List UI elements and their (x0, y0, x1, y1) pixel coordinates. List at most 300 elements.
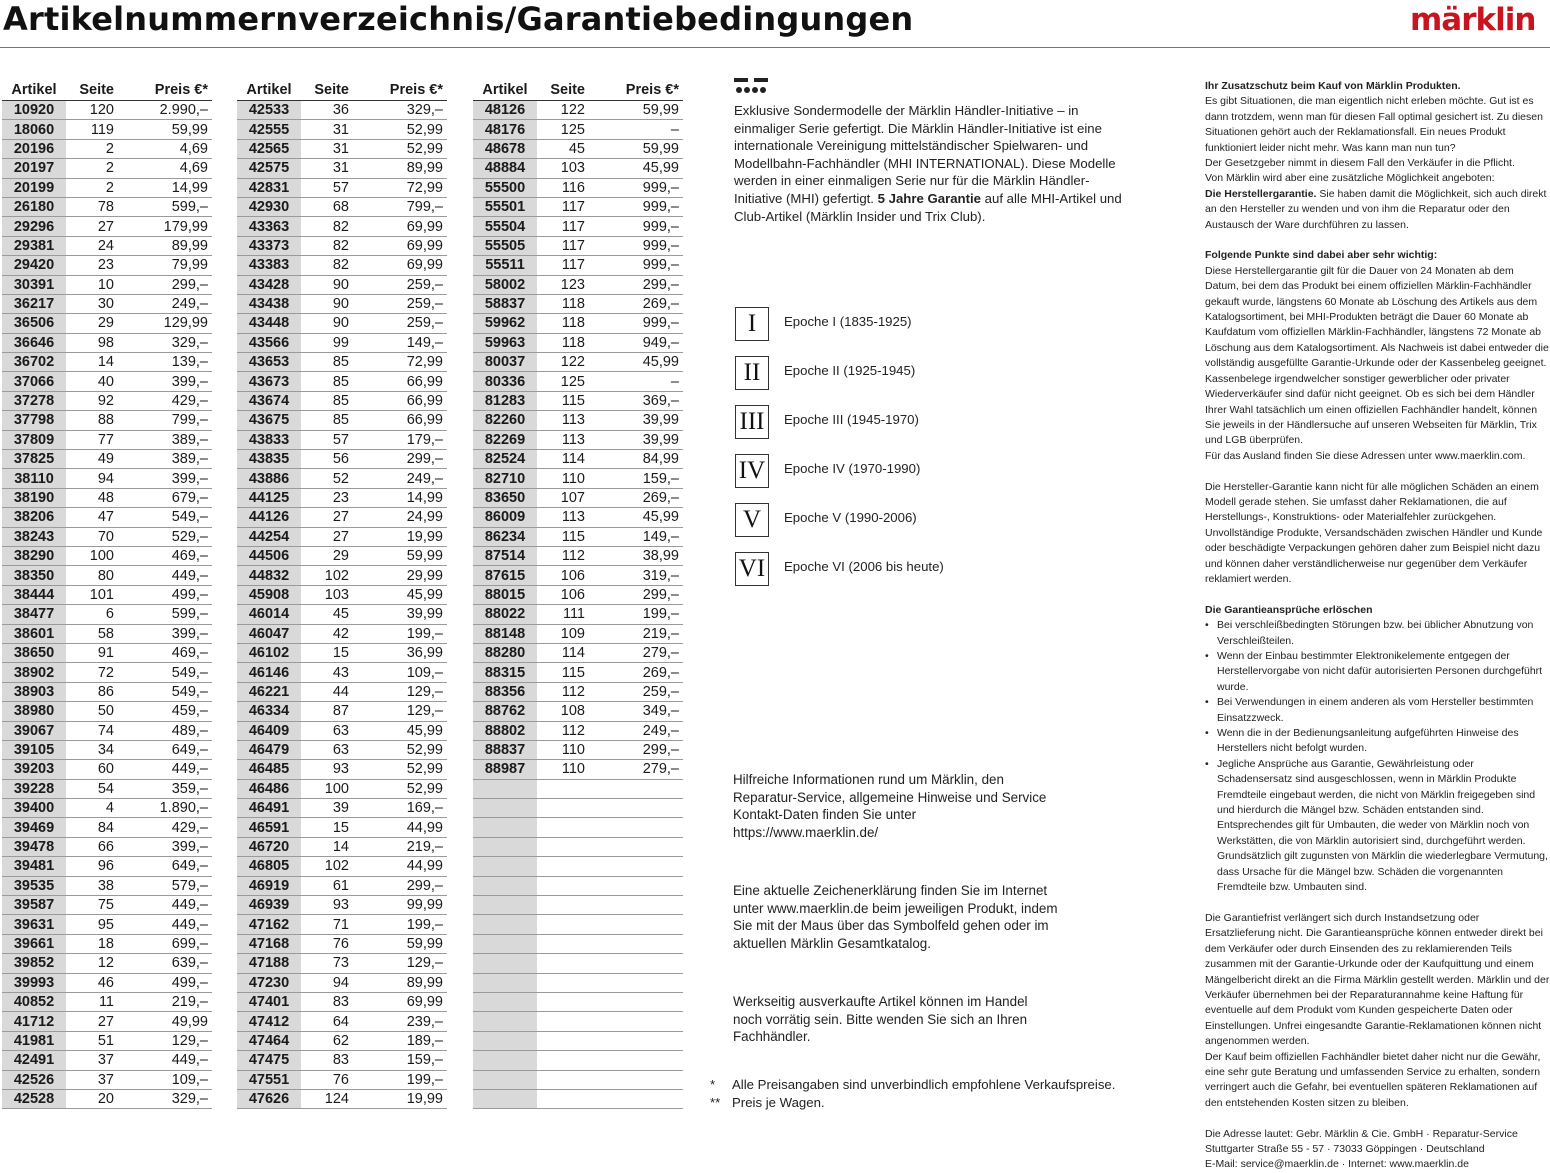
table-row (237, 624, 447, 643)
page-cell: 78 (66, 197, 124, 216)
article-number-cell: 43363 (237, 217, 301, 236)
table-row (2, 915, 212, 934)
page-cell: 116 (537, 178, 595, 197)
column-header-page: Seite (537, 80, 595, 101)
article-number-cell (473, 818, 537, 837)
price-cell: 52,99 (359, 760, 447, 779)
table-row (2, 954, 212, 973)
table-row (237, 605, 447, 624)
article-number-cell: 44254 (237, 527, 301, 546)
price-cell (595, 1031, 683, 1050)
table-row (2, 760, 212, 779)
page-cell: 30 (66, 294, 124, 313)
list-item: • Bei verschleißbedingten Störungen bzw. bei üblicher Abnutzung von Verschleißteilen. (1205, 618, 1550, 649)
page-cell: 118 (537, 294, 595, 313)
page-cell: 82 (301, 217, 359, 236)
article-number-cell: 47230 (237, 973, 301, 992)
article-number-cell: 43428 (237, 275, 301, 294)
page-cell: 51 (66, 1031, 124, 1050)
manufacturer-guarantee-title: Die Herstellergarantie. (1205, 187, 1317, 200)
page-cell: 2 (66, 159, 124, 178)
table-row (2, 896, 212, 915)
table-row (2, 799, 212, 818)
price-cell: 269,– (595, 488, 683, 507)
price-cell (595, 876, 683, 895)
article-number-cell: 37825 (2, 450, 66, 469)
price-cell: 249,– (124, 294, 212, 313)
table-row (2, 527, 212, 546)
table-row (2, 256, 212, 275)
table-row (473, 314, 683, 333)
article-number-cell: 48884 (473, 159, 537, 178)
epoch-numeral: V (735, 503, 769, 537)
page-cell: 85 (301, 391, 359, 410)
price-cell: 52,99 (359, 740, 447, 759)
article-number-cell: 87615 (473, 566, 537, 585)
article-number-cell: 47464 (237, 1031, 301, 1050)
page-cell: 82 (301, 256, 359, 275)
price-cell: 45,99 (359, 585, 447, 604)
article-number-cell (473, 1051, 537, 1070)
page-cell: 83 (301, 992, 359, 1011)
table-row (473, 721, 683, 740)
price-cell: 639,– (124, 954, 212, 973)
article-number-cell: 81283 (473, 391, 537, 410)
price-cell: 72,99 (359, 178, 447, 197)
table-row (473, 120, 683, 139)
page-cell: 66 (66, 837, 124, 856)
price-cell: 45,99 (595, 159, 683, 178)
table-row (2, 702, 212, 721)
price-cell: 219,– (359, 837, 447, 856)
price-cell: 189,– (359, 1031, 447, 1050)
page-cell: 98 (66, 333, 124, 352)
page-cell: 91 (66, 643, 124, 662)
article-number-cell: 42528 (2, 1089, 66, 1108)
article-number-cell: 80336 (473, 372, 537, 391)
table-row (2, 934, 212, 953)
table-row (473, 876, 683, 895)
article-number-cell (473, 992, 537, 1011)
price-cell: 389,– (124, 450, 212, 469)
table-row (2, 857, 212, 876)
article-number-cell: 29420 (2, 256, 66, 275)
article-number-cell: 45908 (237, 585, 301, 604)
price-cell: 159,– (359, 1051, 447, 1070)
epoch-label: Epoche VI (2006 bis heute) (784, 559, 944, 574)
price-cell: 429,– (124, 391, 212, 410)
article-number-cell: 46939 (237, 896, 301, 915)
manufacturer-guarantee (1205, 187, 1550, 233)
article-number-cell: 42526 (2, 1070, 66, 1089)
table-header-row (473, 80, 683, 101)
page-cell: 42 (301, 624, 359, 643)
price-cell: 299,– (359, 450, 447, 469)
table-row (2, 605, 212, 624)
price-cell: 59,99 (359, 546, 447, 565)
page-cell: 115 (537, 663, 595, 682)
article-number-cell: 88837 (473, 740, 537, 759)
table-row (473, 992, 683, 1011)
article-number-cell: 46409 (237, 721, 301, 740)
article-number-cell: 39469 (2, 818, 66, 837)
table-row (2, 663, 212, 682)
price-cell: 199,– (359, 1070, 447, 1089)
table-row (473, 1031, 683, 1050)
price-cell: 549,– (124, 663, 212, 682)
article-number-cell: 39587 (2, 896, 66, 915)
article-number-cell: 38902 (2, 663, 66, 682)
table-row (2, 1089, 212, 1108)
article-number-cell: 46720 (237, 837, 301, 856)
table-row (473, 837, 683, 856)
page-cell: 90 (301, 275, 359, 294)
table-row (473, 702, 683, 721)
price-cell: 199,– (595, 605, 683, 624)
page-cell: 118 (537, 314, 595, 333)
article-number-cell: 42491 (2, 1051, 66, 1070)
page-cell (537, 818, 595, 837)
column-header-article: Artikel (473, 80, 537, 101)
table-row (237, 120, 447, 139)
table-row (473, 411, 683, 430)
price-cell: 36,99 (359, 643, 447, 662)
article-number-cell: 88148 (473, 624, 537, 643)
page-cell: 24 (66, 236, 124, 255)
article-number-cell: 88022 (473, 605, 537, 624)
guarantee-intro: Es gibt Situationen, die man eigentlich nicht erleben möchte. Gut ist es dann trotzdem, wenn man für diesen Fall optimal gesichert ist. Zu diesen Situationen gehört auch der Reklamationsfall. Ein neues Produkt funktioniert leider nicht mehr. Was kann man nun tun? (1205, 95, 1543, 154)
article-number-cell: 46591 (237, 818, 301, 837)
table-row (237, 702, 447, 721)
page-cell: 39 (301, 799, 359, 818)
page-cell: 37 (66, 1070, 124, 1089)
article-number-cell: 46146 (237, 663, 301, 682)
article-number-cell: 39400 (2, 799, 66, 818)
article-number-cell: 38650 (2, 643, 66, 662)
article-number-cell (473, 915, 537, 934)
price-cell: 649,– (124, 857, 212, 876)
price-cell: 129,– (359, 954, 447, 973)
article-number-cell: 38190 (2, 488, 66, 507)
article-number-cell: 42575 (237, 159, 301, 178)
page-cell: 96 (66, 857, 124, 876)
article-number-cell: 20197 (2, 159, 66, 178)
article-number-cell: 43566 (237, 333, 301, 352)
article-number-cell: 37809 (2, 430, 66, 449)
price-cell: 179,– (359, 430, 447, 449)
table-row (237, 275, 447, 294)
table-row (473, 643, 683, 662)
price-cell: 399,– (124, 837, 212, 856)
epoch-numeral: I (735, 307, 769, 341)
article-number-cell (473, 1070, 537, 1089)
article-number-cell: 55511 (473, 256, 537, 275)
price-cell: 259,– (595, 682, 683, 701)
mhi-description (734, 102, 1134, 225)
table-row (2, 973, 212, 992)
column-header-article: Artikel (2, 80, 66, 101)
table-row (473, 236, 683, 255)
article-number-cell: 55501 (473, 197, 537, 216)
price-cell (595, 779, 683, 798)
article-number-cell: 41981 (2, 1031, 66, 1050)
price-cell: 49,99 (124, 1012, 212, 1031)
page-cell: 27 (66, 217, 124, 236)
price-cell: 69,99 (359, 236, 447, 255)
table-row (237, 546, 447, 565)
article-number-cell: 82260 (473, 411, 537, 430)
price-cell: 429,– (124, 818, 212, 837)
page-cell: 118 (537, 333, 595, 352)
price-cell: 549,– (124, 682, 212, 701)
article-number-cell: 38206 (2, 508, 66, 527)
price-cell: 449,– (124, 760, 212, 779)
article-number-cell: 82524 (473, 450, 537, 469)
article-number-cell: 48678 (473, 139, 537, 158)
page-cell: 85 (301, 411, 359, 430)
table-row (2, 740, 212, 759)
column-header-article: Artikel (237, 80, 301, 101)
article-number-cell: 58837 (473, 294, 537, 313)
table-row (237, 333, 447, 352)
page-cell: 45 (301, 605, 359, 624)
page-cell: 61 (301, 876, 359, 895)
price-cell: 149,– (595, 527, 683, 546)
article-number-cell: 46479 (237, 740, 301, 759)
price-cell: 39,99 (595, 411, 683, 430)
page-cell: 113 (537, 411, 595, 430)
table-row (237, 643, 447, 662)
guarantee-intro-3: Von Märklin wird aber eine zusätzliche Möglichkeit angeboten: (1205, 172, 1495, 185)
table-row (237, 294, 447, 313)
article-number-cell: 88762 (473, 702, 537, 721)
page-cell: 76 (301, 1070, 359, 1089)
page-cell: 82 (301, 236, 359, 255)
table-row (473, 217, 683, 236)
price-cell: 999,– (595, 314, 683, 333)
table-row (473, 1051, 683, 1070)
epoch-numeral: II (735, 356, 769, 390)
price-cell: 579,– (124, 876, 212, 895)
mhi-guarantee-highlight: 5 Jahre Garantie (877, 190, 981, 206)
table-row (2, 992, 212, 1011)
table-row (237, 896, 447, 915)
article-number-cell: 41712 (2, 1012, 66, 1031)
address-line: Die Adresse lautet: Gebr. Märklin & Cie. GmbH · Reparatur-Service (1205, 1127, 1518, 1140)
page-cell: 125 (537, 372, 595, 391)
price-cell: 159,– (595, 469, 683, 488)
page-cell: 108 (537, 702, 595, 721)
table-row (2, 275, 212, 294)
article-number-cell: 47475 (237, 1051, 301, 1070)
article-number-cell: 43886 (237, 469, 301, 488)
price-cell: 389,– (124, 430, 212, 449)
article-number-cell: 38243 (2, 527, 66, 546)
price-cell: 489,– (124, 721, 212, 740)
footnote-mark: ** (710, 1095, 721, 1110)
page-cell: 117 (537, 256, 595, 275)
article-number-cell: 46221 (237, 682, 301, 701)
page-cell: 106 (537, 566, 595, 585)
table-row (237, 139, 447, 158)
page-cell: 2 (66, 139, 124, 158)
article-number-cell: 88280 (473, 643, 537, 662)
table-row (2, 217, 212, 236)
table-header-row (2, 80, 212, 101)
price-cell: 449,– (124, 915, 212, 934)
price-cell: 52,99 (359, 120, 447, 139)
table-row (473, 430, 683, 449)
table-row (2, 101, 212, 120)
price-cell: 299,– (124, 275, 212, 294)
price-cell (595, 992, 683, 1011)
page-cell: 44 (301, 682, 359, 701)
article-number-cell: 39852 (2, 954, 66, 973)
table-row (2, 159, 212, 178)
article-number-cell: 42533 (237, 101, 301, 120)
price-cell: 89,99 (124, 236, 212, 255)
column-header-price: Preis €* (124, 80, 212, 101)
page-cell: 27 (301, 527, 359, 546)
price-cell: 44,99 (359, 818, 447, 837)
extension-text: Die Garantiefrist verlängert sich durch Instandsetzung oder Ersatzlieferung nicht. Die Garantieansprüche können entweder direkt bei dem Verkäufer oder durch Einsenden des zu reklamierenden Teils zusammen mit der Garantie-Urkunde oder der Kaufquittung und einem Mängelbericht direkt an die Firma Märklin gestellt werden. Märklin und der Verkäufer übernehmen bei der Reparaturannahme keine Haftung für eventuelle auf dem Produkt vom Kunden gespeicherte Daten oder Einstellungen. Unfrei eingesandte Garantie-Reklamationen können nicht angenommen werden. (1205, 911, 1550, 1048)
page-cell: 113 (537, 508, 595, 527)
page-cell: 31 (301, 120, 359, 139)
article-number-cell: 38980 (2, 702, 66, 721)
article-number-cell: 39478 (2, 837, 66, 856)
table-row (2, 333, 212, 352)
article-number-cell: 43448 (237, 314, 301, 333)
table-row (2, 197, 212, 216)
contact-line: E-Mail: service@maerklin.de · Internet: www.maerklin.de (1205, 1158, 1469, 1171)
price-cell: 199,– (359, 915, 447, 934)
page-cell: 103 (537, 159, 595, 178)
table-row (237, 159, 447, 178)
price-cell: 259,– (359, 314, 447, 333)
page-cell (537, 973, 595, 992)
article-number-cell: 46102 (237, 643, 301, 662)
table-row (2, 1031, 212, 1050)
page-cell: 57 (301, 430, 359, 449)
article-number-cell: 46334 (237, 702, 301, 721)
table-row (473, 896, 683, 915)
price-cell: 649,– (124, 740, 212, 759)
article-number-cell: 46014 (237, 605, 301, 624)
table-row (473, 663, 683, 682)
table-row (237, 915, 447, 934)
article-number-cell: 39535 (2, 876, 66, 895)
article-number-cell (473, 779, 537, 798)
page-cell: 80 (66, 566, 124, 585)
epoch-label: Epoche I (1835-1925) (784, 314, 912, 329)
article-table-3 (473, 80, 683, 1109)
page-cell (537, 896, 595, 915)
page-cell: 14 (66, 353, 124, 372)
price-cell: 299,– (359, 876, 447, 895)
table-row (473, 585, 683, 604)
price-cell: 79,99 (124, 256, 212, 275)
article-number-cell: 88015 (473, 585, 537, 604)
table-row (2, 372, 212, 391)
help-info-text: Hilfreiche Informationen rund um Märklin, den Reparatur-Service, allgemeine Hinweise und Service Kontakt-Daten finden Sie unter https://www.maerklin.de/ (733, 772, 1047, 840)
article-number-cell: 29381 (2, 236, 66, 255)
price-cell: 949,– (595, 333, 683, 352)
table-row (2, 1051, 212, 1070)
page-cell: 111 (537, 605, 595, 624)
table-row (473, 139, 683, 158)
page-cell: 45 (537, 139, 595, 158)
table-row (473, 624, 683, 643)
page-cell: 68 (301, 197, 359, 216)
column-header-page: Seite (66, 80, 124, 101)
page-cell (537, 934, 595, 953)
table-row (473, 101, 683, 120)
article-number-cell: 82269 (473, 430, 537, 449)
table-row (237, 256, 447, 275)
price-cell: 299,– (595, 740, 683, 759)
price-cell: 449,– (124, 896, 212, 915)
price-cell: 139,– (124, 353, 212, 372)
page-cell (537, 1089, 595, 1108)
article-number-cell (473, 934, 537, 953)
price-cell: 69,99 (359, 992, 447, 1011)
table-row (2, 1070, 212, 1089)
price-cell: 66,99 (359, 372, 447, 391)
article-number-cell: 46047 (237, 624, 301, 643)
article-number-cell: 43674 (237, 391, 301, 410)
table-row (237, 1051, 447, 1070)
table-row (237, 954, 447, 973)
table-row (237, 973, 447, 992)
price-cell: 499,– (124, 585, 212, 604)
page-cell: 75 (66, 896, 124, 915)
table-row (473, 779, 683, 798)
table-row (473, 915, 683, 934)
price-cell: 239,– (359, 1012, 447, 1031)
table-row (2, 624, 212, 643)
article-number-cell: 37278 (2, 391, 66, 410)
page-cell: 85 (301, 353, 359, 372)
article-number-cell: 43835 (237, 450, 301, 469)
guarantee-intro-2: Der Gesetzgeber nimmt in diesem Fall den Verkäufer in die Pflicht. (1205, 157, 1515, 170)
page-cell: 57 (301, 178, 359, 197)
article-number-cell: 83650 (473, 488, 537, 507)
epoch-label: Epoche IV (1970-1990) (784, 461, 921, 476)
table-row (473, 450, 683, 469)
page-cell: 115 (537, 391, 595, 410)
article-table-2 (237, 80, 447, 1109)
price-cell: 399,– (124, 372, 212, 391)
table-row (473, 1070, 683, 1089)
article-number-cell (473, 954, 537, 973)
price-cell (595, 857, 683, 876)
article-number-cell: 43673 (237, 372, 301, 391)
article-number-cell: 37798 (2, 411, 66, 430)
price-cell: – (595, 372, 683, 391)
article-number-cell: 86009 (473, 508, 537, 527)
table-row (473, 294, 683, 313)
scope-text: Die Hersteller-Garantie kann nicht für alle möglichen Schäden an einem Modell gerade stehen. Sie umfasst daher Reklamationen, die auf Herstellungs-, Konstruktions- oder Materialfehler zurückgehen. Unvollständige Produkte, Versandschäden zwischen Händler und Kunde oder beschädigte Verpackungen gehören daher zum Beispiel nicht dazu und können daher verständlicherweise nur gegenüber dem Verkäufer reklamiert werden. (1205, 480, 1543, 585)
price-cell (595, 1070, 683, 1089)
price-cell: 14,99 (359, 488, 447, 507)
page-cell: 43 (301, 663, 359, 682)
price-cell: 59,99 (359, 934, 447, 953)
table-row (237, 799, 447, 818)
table-row (473, 391, 683, 410)
price-cell: 329,– (124, 1089, 212, 1108)
article-number-cell: 42930 (237, 197, 301, 216)
page-cell: 31 (301, 139, 359, 158)
